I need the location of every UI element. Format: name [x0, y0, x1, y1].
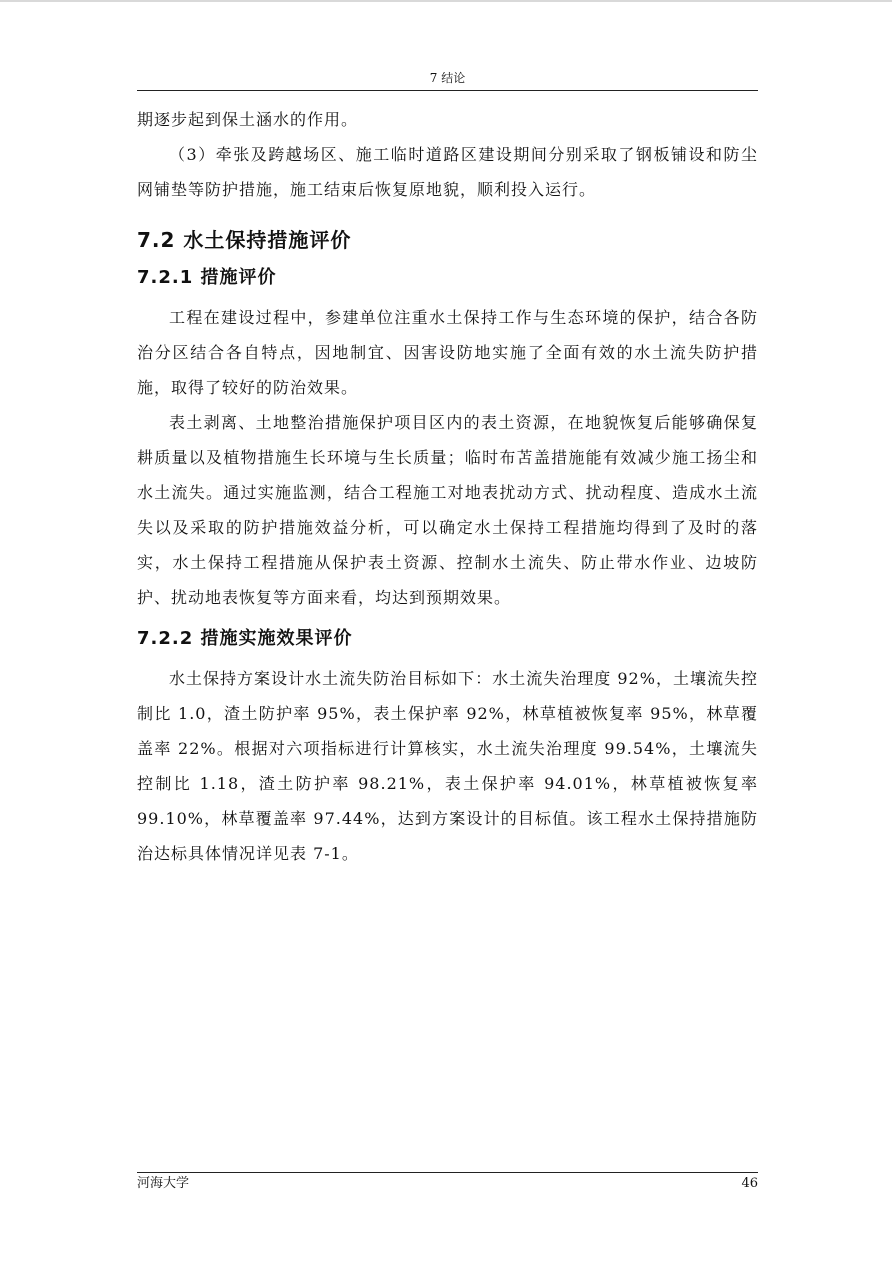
footer-institution: 河海大学 [137, 1176, 190, 1191]
running-footer [137, 1172, 758, 1195]
paragraph-effect-evaluation: 水土保持方案设计水土流失防治目标如下：水土流失治理度 92%，土壤流失控制比 1.0，渣土防护率 95%，表土保护率 92%，林草植被恢复率 95%，林草覆盖率 22%。根据对六项指标进行计算核实，水土流失治理度 99.54%，土壤流失控制比 1.18，渣土防护率 98.21%，表土保护率 94.01%，林草植被恢复率 99.10%，林草覆盖率 97.44%，达到方案设计的目标值。该工程水土保持措施防治达标具体情况详见表 7-1。 [137, 669, 758, 863]
subsection-heading-7-2-2: 7.2.2 措施实施效果评价 [137, 628, 353, 649]
document-body [137, 102, 758, 871]
paragraph-measures-overview: 工程在建设过程中，参建单位注重水土保持工作与生态环境的保护，结合各防治分区结合各自特点，因地制宜、因害设防地实施了全面有效的水土流失防护措施，取得了较好的防治效果。 [137, 308, 758, 397]
subsection-heading-7-2-1: 7.2.1 措施评价 [137, 267, 277, 288]
section-heading-7-2: 7.2 水土保持措施评价 [137, 228, 352, 252]
page-top-border [0, 0, 892, 2]
running-header: 7 结论 [137, 66, 758, 91]
footer-page-number: 46 [741, 1176, 758, 1191]
paragraph-item-3: （3）牵张及跨越场区、施工临时道路区建设期间分别采取了钢板铺设和防尘网铺垫等防护措施，施工结束后恢复原地貌，顺利投入运行。 [137, 145, 758, 199]
paragraph-measures-detail: 表土剥离、土地整治措施保护项目区内的表土资源，在地貌恢复后能够确保复耕质量以及植物措施生长环境与生长质量；临时布苫盖措施能有效减少施工扬尘和水土流失。通过实施监测，结合工程施工对地表扰动方式、扰动程度、造成水土流失以及采取的防护措施效益分析，可以确定水土保持工程措施均得到了及时的落实，水土保持工程措施从保护表土资源、控制水土流失、防止带水作业、边坡防护、扰动地表恢复等方面来看，均达到预期效果。 [137, 413, 758, 607]
paragraph-continuation: 期逐步起到保土涵水的作用。 [137, 110, 359, 129]
